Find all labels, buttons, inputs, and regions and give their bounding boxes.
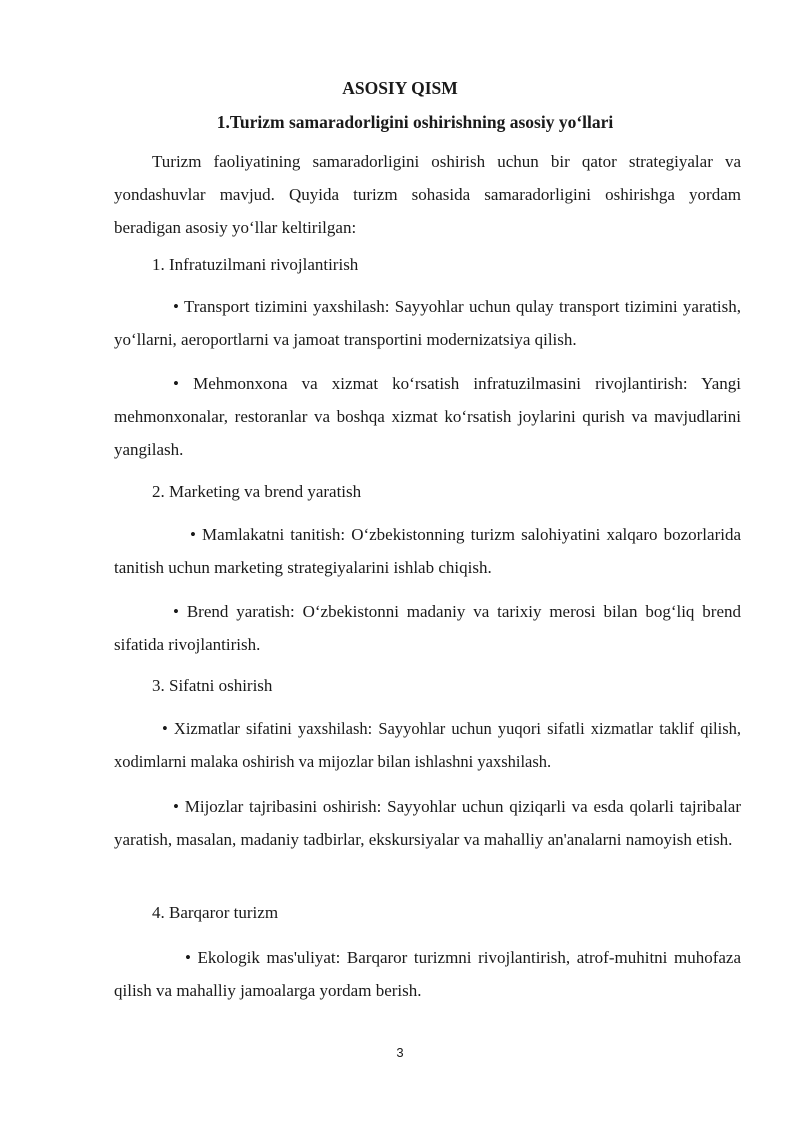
section-2-heading: 2. Marketing va brend yaratish: [152, 482, 362, 501]
section-2-bullet-1: • Mamlakatni tanitish: O‘zbekistonning turizm salohiyatini xalqaro bozorlarida tanitish uchun marketing strategiyalarini ishlab chiqish.: [114, 525, 741, 577]
section-2-bullet-2: • Brend yaratish: O‘zbekistonni madaniy va tarixiy merosi bilan bog‘liq brend sifatida rivojlantirish.: [114, 602, 741, 654]
intro-paragraph: Turizm faoliyatining samaradorligini oshirish uchun bir qator strategiyalar va yondashuvlar mavjud. Quyida turizm sohasida samaradorligini oshirishga yordam beradigan asosiy yo‘llar keltirilgan:: [114, 152, 741, 237]
section-1-bullet-1: • Transport tizimini yaxshilash: Sayyohlar uchun qulay transport tizimini yaratish, yo‘llarni, aeroportlarni va jamoat transportini modernizatsiya qilish.: [114, 297, 741, 349]
section-3-heading: 3. Sifatni oshirish: [152, 676, 273, 695]
section-1-heading: 1. Infratuzilmani rivojlantirish: [152, 255, 359, 274]
section-heading: ASOSIY QISM: [342, 78, 458, 98]
section-3-bullet-2: • Mijozlar tajribasini oshirish: Sayyohlar uchun qiziqarli va esda qolarli tajribalar yaratish, masalan, madaniy tadbirlar, ekskursiyalar va mahalliy an'analarni namoyish etish.: [114, 797, 741, 849]
page-number: 3: [396, 1045, 404, 1060]
section-4-bullet-1: • Ekologik mas'uliyat: Barqaror turizmni rivojlantirish, atrof-muhitni muhofaza qilish va mahalliy jamoalarga yordam berish.: [114, 948, 741, 1000]
section-4-heading: 4. Barqaror turizm: [152, 903, 279, 922]
chapter-title: 1.Turizm samaradorligini oshirishning asosiy yo‘llari: [216, 112, 614, 132]
section-1-bullet-2: • Mehmonxona va xizmat ko‘rsatish infratuzilmasini rivojlantirish: Yangi mehmonxonalar, restoranlar va boshqa xizmat ko‘rsatish joylarini qurish va mavjudlarini yangilash.: [114, 374, 741, 459]
section-3-bullet-1: • Xizmatlar sifatini yaxshilash: Sayyohlar uchun yuqori sifatli xizmatlar taklif qilish, xodimlarni malaka oshirish va mijozlar bilan ishlashni yaxshilash.: [114, 719, 741, 771]
